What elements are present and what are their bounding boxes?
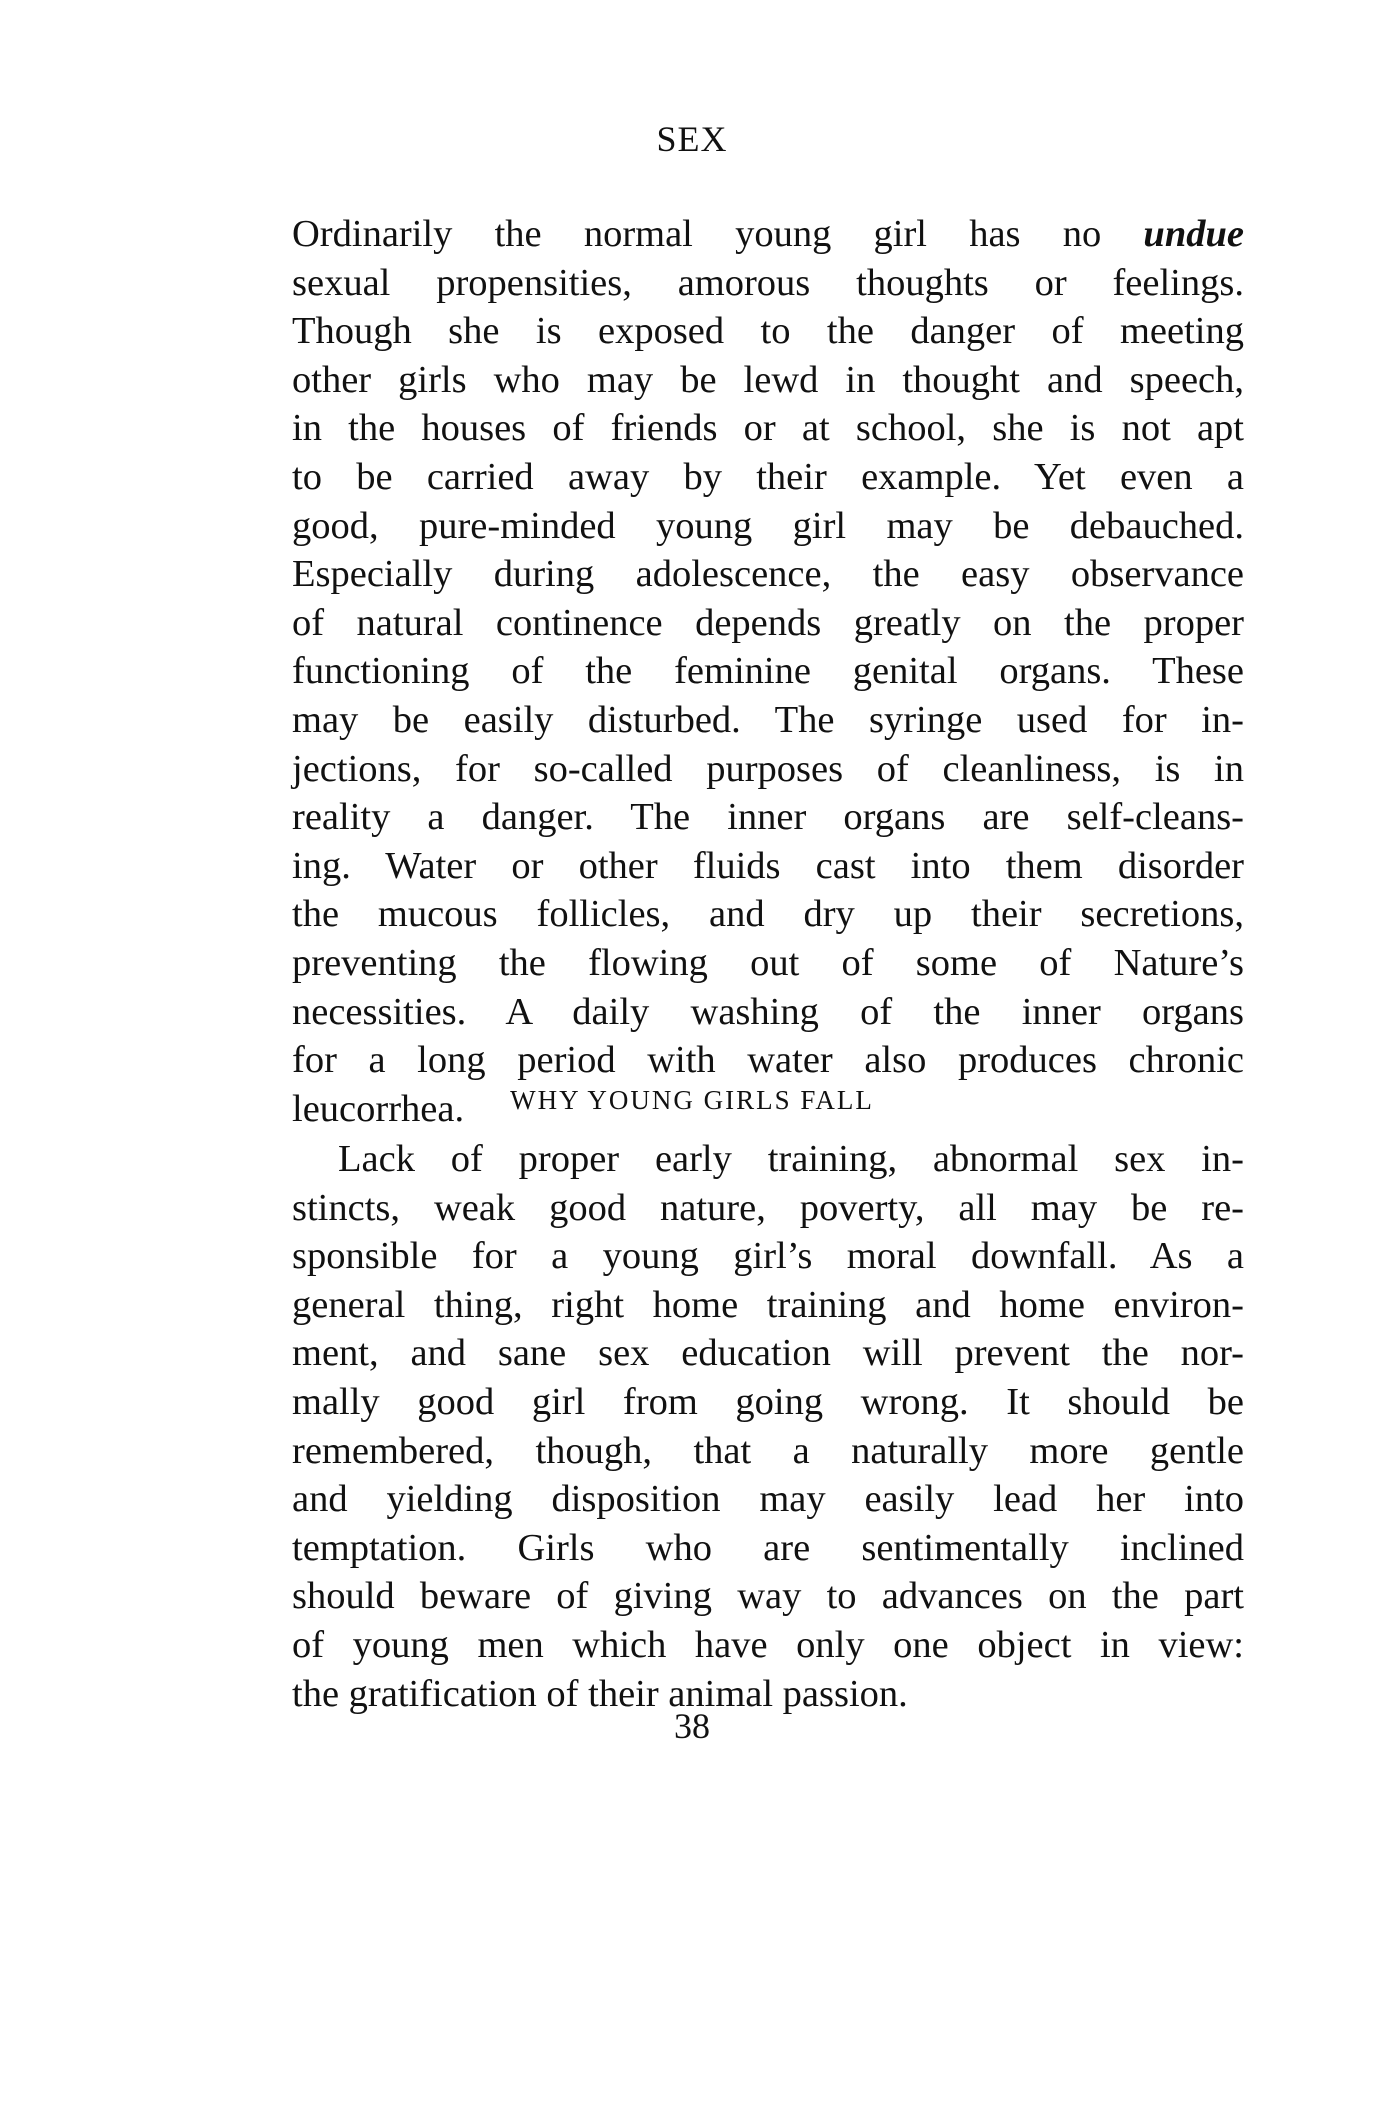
text-line: other girls who may be lewd in thought and speech, (292, 358, 1244, 401)
page-number: 38 (674, 1706, 710, 1746)
text-line: mally good girl from going wrong. It should be (292, 1380, 1244, 1423)
text-line: sponsible for a young girl’s moral downfall. As a (292, 1235, 1244, 1278)
text-line: should beware of giving way to advances on the part (292, 1575, 1244, 1618)
paragraph-continence (292, 210, 1244, 1133)
section-heading: WHY YOUNG GIRLS FALL (510, 1085, 874, 1115)
text-line: jections, for so-called purposes of cleanliness, is in (292, 747, 1244, 790)
text-line: of young men which have only one object in view: (292, 1623, 1244, 1666)
text-line: to be carried away by their example. Yet even a (292, 455, 1244, 498)
text-line: may be easily disturbed. The syringe used for in- (292, 698, 1244, 741)
text-line: temptation. Girls who are sentimentally inclined (292, 1526, 1244, 1569)
paragraph-why-girls-fall (292, 1135, 1244, 1718)
text-line: functioning of the feminine genital organs. These (292, 650, 1244, 693)
text-line: ment, and sane sex education will prevent the nor- (292, 1332, 1244, 1375)
emphasized-word: undue (1143, 213, 1244, 255)
text-line: Lack of proper early training, abnormal sex in- (338, 1138, 1244, 1180)
text-line: preventing the flowing out of some of Nature’s (292, 941, 1244, 984)
text-line: for a long period with water also produces chronic (292, 1039, 1244, 1082)
text-line: good, pure-minded young girl may be debauched. (292, 504, 1244, 547)
running-head: SEX (656, 119, 728, 159)
text-line: ing. Water or other fluids cast into them disorder (292, 844, 1244, 887)
text-line-start: Ordinarily the normal young girl has no (292, 213, 1144, 255)
text-line: Though she is exposed to the danger of meeting (292, 310, 1244, 353)
text-line: leucorrhea. (292, 1087, 465, 1130)
text-line: and yielding disposition may easily lead her into (292, 1478, 1244, 1521)
text-line: the gratification of their animal passion. (292, 1672, 908, 1715)
text-line: stincts, weak good nature, poverty, all may be re- (292, 1186, 1244, 1229)
text-line: Especially during adolescence, the easy observance (292, 553, 1244, 596)
text-line: in the houses of friends or at school, she is not apt (292, 407, 1244, 450)
text-line: general thing, right home training and home environ- (292, 1283, 1244, 1326)
text-line: sexual propensities, amorous thoughts or feelings. (292, 261, 1244, 304)
text-line: remembered, though, that a naturally more gentle (292, 1429, 1244, 1472)
text-line: necessities. A daily washing of the inner organs (292, 990, 1244, 1033)
text-line (292, 210, 1244, 259)
text-line: reality a danger. The inner organs are self-cleans- (292, 796, 1244, 839)
text-line: of natural continence depends greatly on the proper (292, 601, 1244, 644)
text-line: the mucous follicles, and dry up their secretions, (292, 893, 1244, 936)
